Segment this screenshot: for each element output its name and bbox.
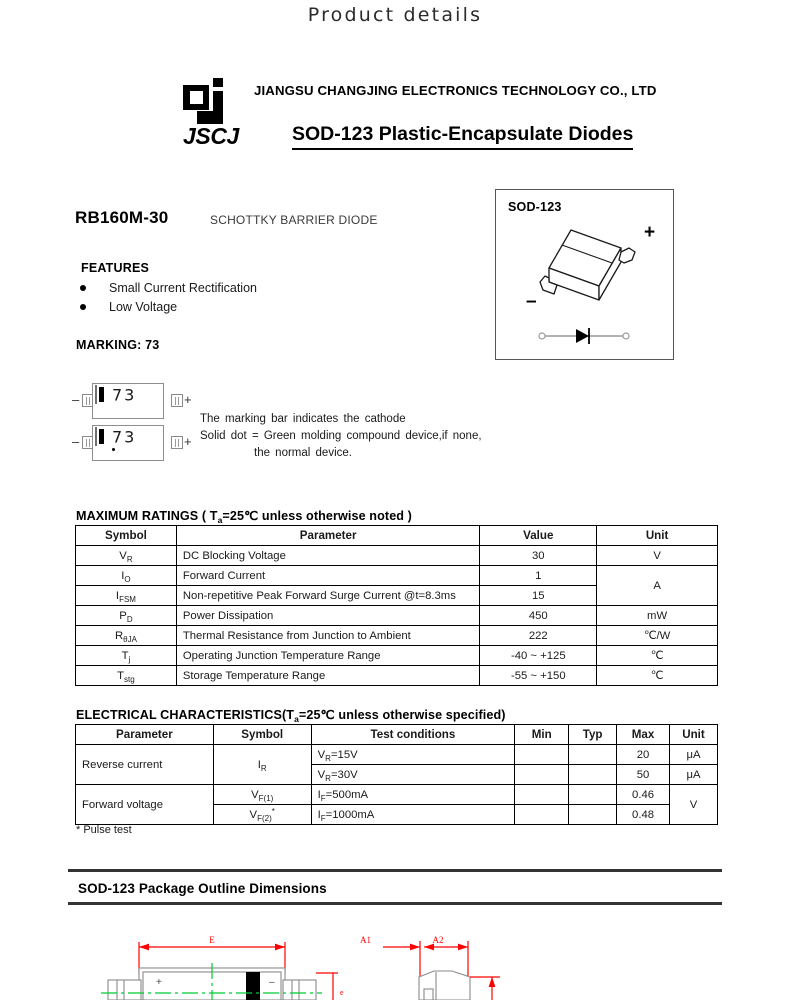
cell-parameter: DC Blocking Voltage	[176, 546, 480, 566]
cathode-minus-label: –	[526, 291, 537, 312]
polarity-plus-label: +	[156, 977, 162, 988]
cell-symbol: $T_j$	[76, 646, 177, 666]
cell-parameter: Storage Temperature Range	[176, 666, 480, 686]
cell-symbol: $V_{F(1)}$	[213, 785, 311, 805]
cathode-bar-icon	[99, 429, 104, 444]
cell-value: -40 ~ +125	[480, 646, 597, 666]
cell-typ	[569, 745, 617, 765]
anode-plus-label: +	[644, 222, 656, 243]
cell-parameter: Non-repetitive Peak Forward Surge Current @t=8.3ms	[176, 586, 480, 606]
cell-unit: A	[597, 566, 718, 606]
cell-unit: V	[670, 785, 718, 825]
cell-test-condition: $I_F=500mA$	[311, 785, 515, 805]
heading-suffix: =25℃ unless otherwise specified)	[298, 708, 506, 722]
table-header-row	[76, 725, 718, 745]
jscj-geometric-mark-icon	[183, 78, 245, 124]
cell-min	[515, 745, 569, 765]
part-description: SCHOTTKY BARRIER DIODE	[210, 213, 378, 227]
feature-label: Low Voltage	[109, 300, 178, 314]
outline-dimension-drawing	[0, 905, 790, 1000]
cell-typ	[569, 785, 617, 805]
cell-value: 30	[480, 546, 597, 566]
marking-note-line: Solid dot = Green molding compound device,if none,	[200, 430, 482, 442]
cathode-minus-label: –	[72, 392, 80, 407]
part-number: RB160M-30	[75, 208, 169, 227]
cell-parameter: Power Dissipation	[176, 606, 480, 626]
cell-value: 450	[480, 606, 597, 626]
marking-code: 73	[112, 427, 137, 446]
column-header: Value	[480, 526, 597, 546]
cell-unit: ℃	[597, 666, 718, 686]
cathode-bar-icon	[99, 387, 104, 402]
package-illustration-box	[495, 189, 674, 360]
cell-min	[515, 785, 569, 805]
cell-typ	[569, 805, 617, 825]
page-title: Product details	[307, 4, 483, 26]
polarity-minus-label: –	[269, 977, 275, 988]
heading-subscript: a	[294, 714, 299, 724]
device-body	[92, 383, 164, 419]
cell-test-condition: $V_R=30V$	[311, 765, 515, 785]
table-row	[76, 745, 718, 765]
package-outline-drawings	[0, 905, 790, 1000]
logo-wordmark: JSCJ	[183, 123, 239, 149]
cell-symbol: $R_{\theta JA}$	[76, 626, 177, 646]
device-body	[92, 425, 164, 461]
marking-diagram-standard	[72, 383, 194, 419]
bullet-icon	[80, 304, 86, 310]
package-outline-title: SOD-123 Package Outline Dimensions	[78, 881, 327, 896]
package-illustration-title: SOD-123	[508, 200, 562, 214]
cell-test-condition: $I_F=1000mA$	[311, 805, 515, 825]
table-row	[76, 546, 718, 566]
cell-parameter: Operating Junction Temperature Range	[176, 646, 480, 666]
cell-symbol: $I_R$	[213, 745, 311, 785]
table-row	[76, 785, 718, 805]
feature-label: Small Current Rectification	[109, 281, 257, 295]
cell-value: 222	[480, 626, 597, 646]
heading-prefix: MAXIMUM RATINGS ( T	[76, 509, 218, 523]
sod123-package-drawing	[496, 190, 675, 361]
cell-symbol: $I_O$	[76, 566, 177, 586]
column-header: Min	[515, 725, 569, 745]
heading-suffix: =25℃ unless otherwise noted )	[222, 509, 412, 523]
anode-plus-label: +	[184, 434, 192, 449]
marking-diagrams	[72, 383, 197, 465]
cell-unit: ℃/W	[597, 626, 718, 646]
cell-unit: V	[597, 546, 718, 566]
pulse-test-footnote: * Pulse test	[76, 824, 132, 836]
cell-parameter: Forward voltage	[76, 785, 214, 825]
marking-note-line: the normal device.	[254, 447, 352, 459]
table-header-row	[76, 526, 718, 546]
column-header: Unit	[670, 725, 718, 745]
cell-symbol: $T_{stg}$	[76, 666, 177, 686]
table-row	[76, 646, 718, 666]
product-family-title: SOD-123 Plastic-Encapsulate Diodes	[292, 123, 633, 150]
cell-value: 1	[480, 566, 597, 586]
table-row	[76, 666, 718, 686]
company-name: JIANGSU CHANGJING ELECTRONICS TECHNOLOGY CO., LTD	[254, 83, 657, 98]
lead-right-icon	[171, 394, 183, 407]
cell-symbol: $V_R$	[76, 546, 177, 566]
marking-code: 73	[112, 385, 137, 404]
heading-prefix: ELECTRICAL CHARACTERISTICS(T	[76, 708, 295, 722]
cell-min	[515, 805, 569, 825]
column-header: Test conditions	[311, 725, 515, 745]
cell-unit: ℃	[597, 646, 718, 666]
company-logo	[183, 78, 253, 150]
marking-note-line: The marking bar indicates the cathode	[200, 413, 406, 425]
cell-symbol: $P_D$	[76, 606, 177, 626]
lead-right-icon	[171, 436, 183, 449]
features-heading: FEATURES	[81, 261, 150, 275]
table-row	[76, 626, 718, 646]
package-outline-band	[68, 869, 722, 905]
heading-subscript: a	[217, 515, 223, 525]
table-row	[76, 566, 718, 586]
column-header: Symbol	[213, 725, 311, 745]
cell-parameter: Forward Current	[176, 566, 480, 586]
cell-max: 0.48	[617, 805, 670, 825]
diode-schematic-symbol	[539, 328, 629, 344]
column-header: Symbol	[76, 526, 177, 546]
cell-unit: mW	[597, 606, 718, 626]
table-row	[76, 606, 718, 626]
electrical-characteristics-table	[75, 724, 718, 825]
cell-max: 0.46	[617, 785, 670, 805]
column-header: Unit	[597, 526, 718, 546]
cathode-minus-label: –	[72, 434, 80, 449]
cell-value: 15	[480, 586, 597, 606]
cell-symbol: $I_{FSM}$	[76, 586, 177, 606]
max-ratings-table	[75, 525, 718, 686]
anode-plus-label: +	[184, 392, 192, 407]
marking-notes	[200, 411, 482, 462]
electrical-heading	[76, 707, 506, 722]
cell-min	[515, 765, 569, 785]
cell-test-condition: $V_R=15V$	[311, 745, 515, 765]
green-compound-dot-icon	[112, 448, 115, 451]
dimension-label-side: e	[340, 988, 344, 997]
cell-parameter: Thermal Resistance from Junction to Ambient	[176, 626, 480, 646]
cell-value: -55 ~ +150	[480, 666, 597, 686]
marking-diagram-green-compound	[72, 425, 194, 461]
dimension-label-A1: A1	[360, 935, 371, 945]
side-view-drawing	[360, 935, 500, 1000]
column-header: Typ	[569, 725, 617, 745]
column-header: Parameter	[176, 526, 480, 546]
cell-symbol: $V_{F(2)}^*$	[213, 805, 311, 825]
cell-unit: μA	[670, 765, 718, 785]
cell-unit: μA	[670, 745, 718, 765]
dimension-label-A2: A2	[432, 935, 444, 945]
column-header: Parameter	[76, 725, 214, 745]
bullet-icon	[80, 285, 86, 291]
marking-label: MARKING: 73	[76, 338, 160, 352]
cell-max: 20	[617, 745, 670, 765]
cell-typ	[569, 765, 617, 785]
column-header: Max	[617, 725, 670, 745]
top-view-drawing	[101, 935, 344, 1000]
cell-parameter: Reverse current	[76, 745, 214, 785]
dimension-label-E: E	[209, 935, 215, 945]
max-ratings-heading	[76, 508, 412, 523]
cell-max: 50	[617, 765, 670, 785]
